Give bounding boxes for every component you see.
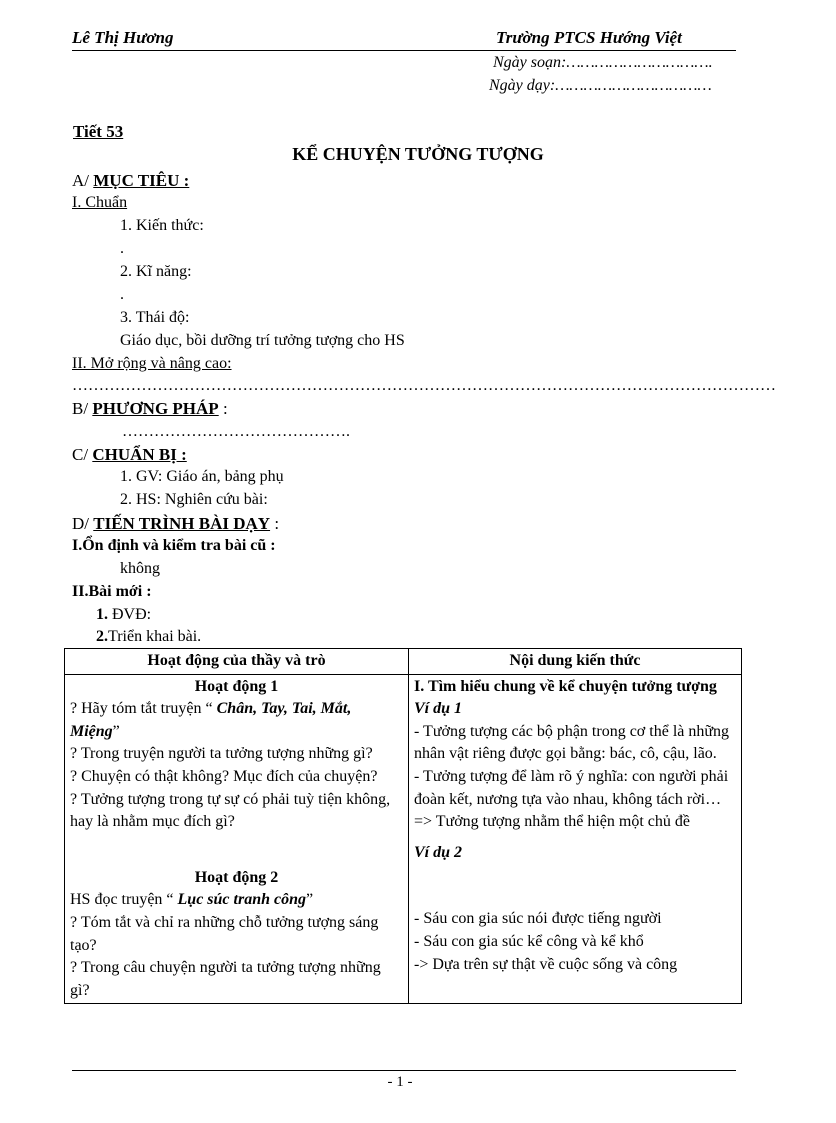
item-attitude: 3. Thái độ:	[120, 309, 190, 326]
example-2-title: Ví dụ 2	[414, 843, 463, 861]
question-real: ? Chuyện có thật không? Mục đích của chuyện?	[70, 767, 378, 785]
dotted-line-short: …………………………………….	[122, 423, 350, 440]
item-knowledge: 1. Kiến thức:	[120, 217, 204, 234]
question-story-imagine: ? Trong câu chuyện người ta tưởng tượng những gì?	[70, 959, 381, 999]
activity-2-title: Hoạt động 2	[194, 868, 279, 886]
page-number: - 1 -	[387, 1074, 413, 1090]
section-c-heading: C/ CHUẨN BỊ :	[72, 445, 187, 464]
table-row	[65, 674, 742, 1004]
question-purpose: ? Tưởng tượng trong tự sự có phải tuỳ tiện không, hay là nhằm mục đích gì?	[70, 790, 391, 831]
question-imagine: ? Trong truyện người ta tưởng tượng những gì?	[70, 745, 373, 763]
question-summary: ? Hãy tóm tắt truyện “ Chân, Tay, Tai, Mắt, Miệng”	[70, 700, 352, 740]
footer-rule	[72, 1070, 736, 1071]
header-rule	[72, 50, 736, 51]
item-hs: 2. HS: Nghiên cứu bài:	[120, 491, 268, 508]
item-attitude-text: Giáo dục, bồi dưỡng trí tưởng tượng cho HS	[120, 332, 405, 349]
section-a-heading: A/ MỤC TIÊU :	[72, 171, 190, 190]
item-dvd: 1. ĐVĐ:	[96, 606, 152, 623]
school-name: Trường PTCS Hướng Việt	[496, 28, 682, 47]
lesson-title: KỂ CHUYỆN TƯỞNG TƯỢNG	[292, 144, 544, 164]
question-creative: ? Tóm tắt và chỉ ra những chỗ tưởng tượng sáng tạo?	[70, 913, 379, 954]
item-on-dinh-text: không	[120, 560, 160, 577]
section-ii-expand: II. Mở rộng và nâng cao:	[72, 355, 232, 372]
question-read-story: HS đọc truyện “ Lục súc tranh công”	[70, 891, 314, 909]
activities-cell	[65, 674, 409, 1004]
lesson-table	[64, 648, 742, 1004]
table-header-row	[65, 649, 742, 675]
answer-body-parts: - Tưởng tượng các bộ phận trong cơ thể là những nhân vật riêng được gọi bằng: bác, cô, cậu, lão.	[414, 722, 730, 763]
item-bai-moi: II.Bài mới :	[72, 583, 152, 600]
answer-meaning: - Tưởng tượng để làm rõ ý nghĩa: con người phải đoàn kết, nương tựa vào nhau, không tách rời…	[414, 767, 729, 808]
col-header-activities: Hoạt động của thầy và trò	[65, 649, 409, 675]
item-skills-dot: .	[120, 286, 124, 303]
lesson-number: Tiết 53	[73, 122, 124, 141]
answer-theme: => Tưởng tượng nhằm thể hiện một chủ đề	[414, 813, 690, 831]
item-trien-khai: 2.Triển khai bài.	[96, 628, 202, 645]
item-on-dinh: I.Ổn định và kiểm tra bài cũ :	[72, 537, 276, 554]
author-name: Lê Thị Hương	[72, 28, 174, 47]
item-skills: 2. Kĩ năng:	[120, 263, 192, 280]
section-i-chuan: I. Chuẩn	[72, 194, 128, 211]
content-heading: I. Tìm hiểu chung về kể chuyện tưởng tượng	[414, 677, 717, 695]
section-d-heading: D/ TIẾN TRÌNH BÀI DẠY :	[72, 514, 280, 533]
dotted-line-long: ……………………………………………………………………………………………………………………	[72, 377, 776, 394]
answer-speak: - Sáu con gia súc nói được tiếng người	[414, 910, 662, 928]
content-cell	[409, 674, 742, 1004]
activity-1-title: Hoạt động 1	[194, 677, 279, 695]
item-gv: 1. GV: Giáo án, bảng phụ	[120, 468, 284, 485]
item-knowledge-dot: .	[120, 240, 124, 257]
prep-date: Ngày soạn:………………………….	[493, 54, 713, 71]
answer-complain: - Sáu con gia súc kể công và kể khổ	[414, 932, 644, 950]
teach-date: Ngày dạy:……………………………	[489, 77, 712, 94]
section-b-heading: B/ PHƯƠNG PHÁP :	[72, 399, 228, 418]
col-header-content: Nội dung kiến thức	[409, 649, 742, 675]
answer-reality: -> Dựa trên sự thật về cuộc sống và công	[414, 955, 678, 973]
example-1-title: Ví dụ 1	[414, 700, 463, 718]
